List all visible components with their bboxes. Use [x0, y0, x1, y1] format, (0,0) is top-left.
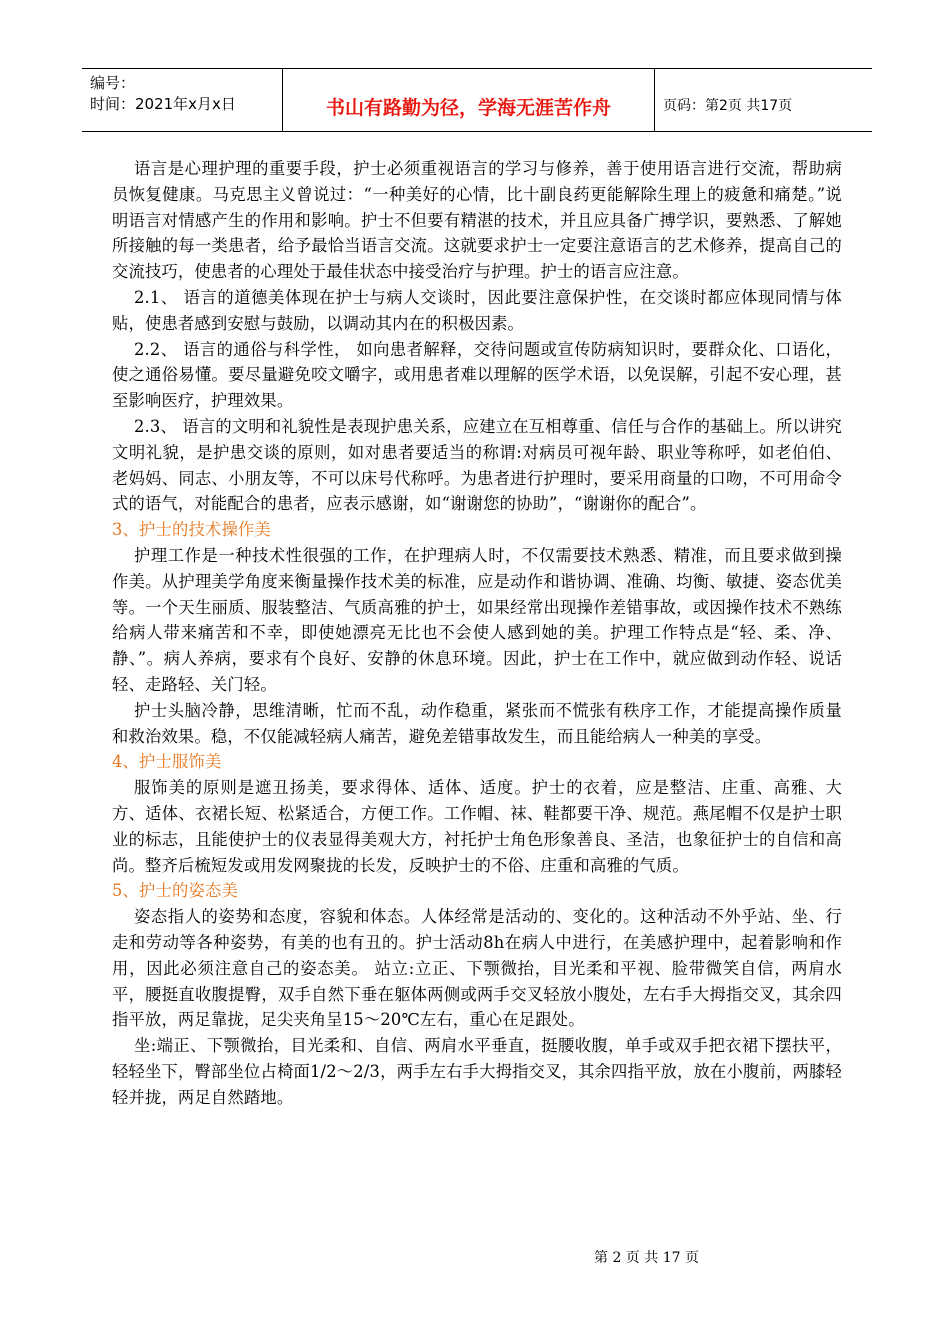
section-heading: 3、护士的技术操作美	[112, 520, 271, 540]
paragraph: 姿态指人的姿势和态度，容貌和体态。人体经常是活动的、变化的。这种活动不外乎站、坐、行走和劳动等各种姿势，有美的也有丑的。护士活动8h在病人中进行，在美感护理中，起着影响和作用，因此必须注意自己的姿态美。 站立:立正、下颚微抬，目光柔和平视、脸带微笑自信，两肩水平，腰挺直收腹提臀，双手自然下垂在躯体两侧或两手交叉轻放小腹处，左右手大拇指交叉，其余四指平放，两足靠拢，足尖夹角呈15～20℃左右，重心在足跟处。	[112, 907, 842, 1030]
footer-page-number: 第 2 页 共 17 页	[594, 1250, 699, 1266]
document-number: 编号：	[90, 74, 136, 92]
section-heading: 4、护士服饰美	[112, 752, 222, 772]
section-heading: 5、护士的姿态美	[112, 881, 238, 901]
paragraph: 2.2、 语言的通俗与科学性， 如向患者解释，交待问题或宣传防病知识时，要群众化、口语化，使之通俗易懂。要尽量避免咬文嚼字，或用患者难以理解的医学术语，以免误解，引起不安心理，甚至影响医疗，护理效果。	[112, 339, 842, 411]
header-motto: 书山有路勤为径，学海无涯苦作舟	[283, 69, 655, 131]
page-header	[82, 68, 872, 132]
paragraph: 坐:端正、下颚微抬，目光柔和、自信、两肩水平垂直，挺腰收腹，单手或双手把衣裙下摆扶平，轻轻坐下，臀部坐位占椅面1/2～2/3，两手左右手大拇指交叉，其余四指平放，放在小腹前，两膝轻轻并拢，两足自然踏地。	[112, 1036, 842, 1107]
paragraph: 护士头脑冷静，思维清晰，忙而不乱，动作稳重，紧张而不慌张有秩序工作，才能提高操作质量和救治效果。稳，不仅能减轻病人痛苦，避免差错事故发生，而且能给病人一种美的享受。	[112, 700, 842, 746]
header-page-number: 页码：第2页 共17页	[663, 98, 793, 114]
paragraph: 2.1、 语言的道德美体现在护士与病人交谈时，因此要注意保护性，在交谈时都应体现同情与体贴，使患者感到安慰与鼓励，以调动其内在的积极因素。	[112, 287, 842, 333]
paragraph: 护理工作是一种技术性很强的工作，在护理病人时，不仅需要技术熟悉、精准，而且要求做到操作美。从护理美学角度来衡量操作技术美的标准，应是动作和谐协调、准确、均衡、敏捷、姿态优美等。一个天生丽质、服装整洁、气质高雅的护士，如果经常出现操作差错事故，或因操作技术不熟练给病人带来痛苦和不幸，即使她漂亮无比也不会使人感到她的美。护理工作特点是“轻、柔、净、静、”。病人养病，要求有个良好、安静的休息环境。因此，护士在工作中，就应做到动作轻、说话轻、走路轻、关门轻。	[112, 545, 842, 694]
document-body	[112, 156, 842, 1110]
header-meta	[82, 69, 283, 131]
document-date: 时间：2021年x月x日	[90, 95, 236, 113]
paragraph: 语言是心理护理的重要手段，护士必须重视语言的学习与修养，善于使用语言进行交流，帮助病员恢复健康。马克思主义曾说过：“一种美好的心情，比十副良药更能解除生理上的疲惫和痛楚。”说明语言对情感产生的作用和影响。护士不但要有精湛的技术，并且应具备广搏学识，要熟悉、了解她所接触的每一类患者，给予最恰当语言交流。这就要求护士一定要注意语言的艺术修养，提高自己的交流技巧，使患者的心理处于最佳状态中接受治疗与护理。护士的语言应注意。	[112, 159, 842, 282]
paragraph: 2.3、 语言的文明和礼貌性是表现护患关系，应建立在互相尊重、信任与合作的基础上。所以讲究文明礼貌，是护患交谈的原则，如对患者要适当的称谓:对病员可视年龄、职业等称呼，如老伯伯、老妈妈、同志、小朋友等，不可以床号代称呼。为患者进行护理时，要采用商量的口吻，不可用命令式的语气，对能配合的患者，应表示感谢，如“谢谢您的协助”，“谢谢你的配合”。	[112, 416, 842, 514]
paragraph: 服饰美的原则是遮丑扬美，要求得体、适体、适度。护士的衣着，应是整洁、庄重、高雅、大方、适体、衣裙长短、松紧适合，方便工作。工作帽、袜、鞋都要干净、规范。燕尾帽不仅是护士职业的标志，且能使护士的仪表显得美观大方，衬托护士角色形象善良、圣洁，也象征护士的自信和高尚。整齐后梳短发或用发网聚拢的长发，反映护士的不俗、庄重和高雅的气质。	[112, 778, 842, 875]
